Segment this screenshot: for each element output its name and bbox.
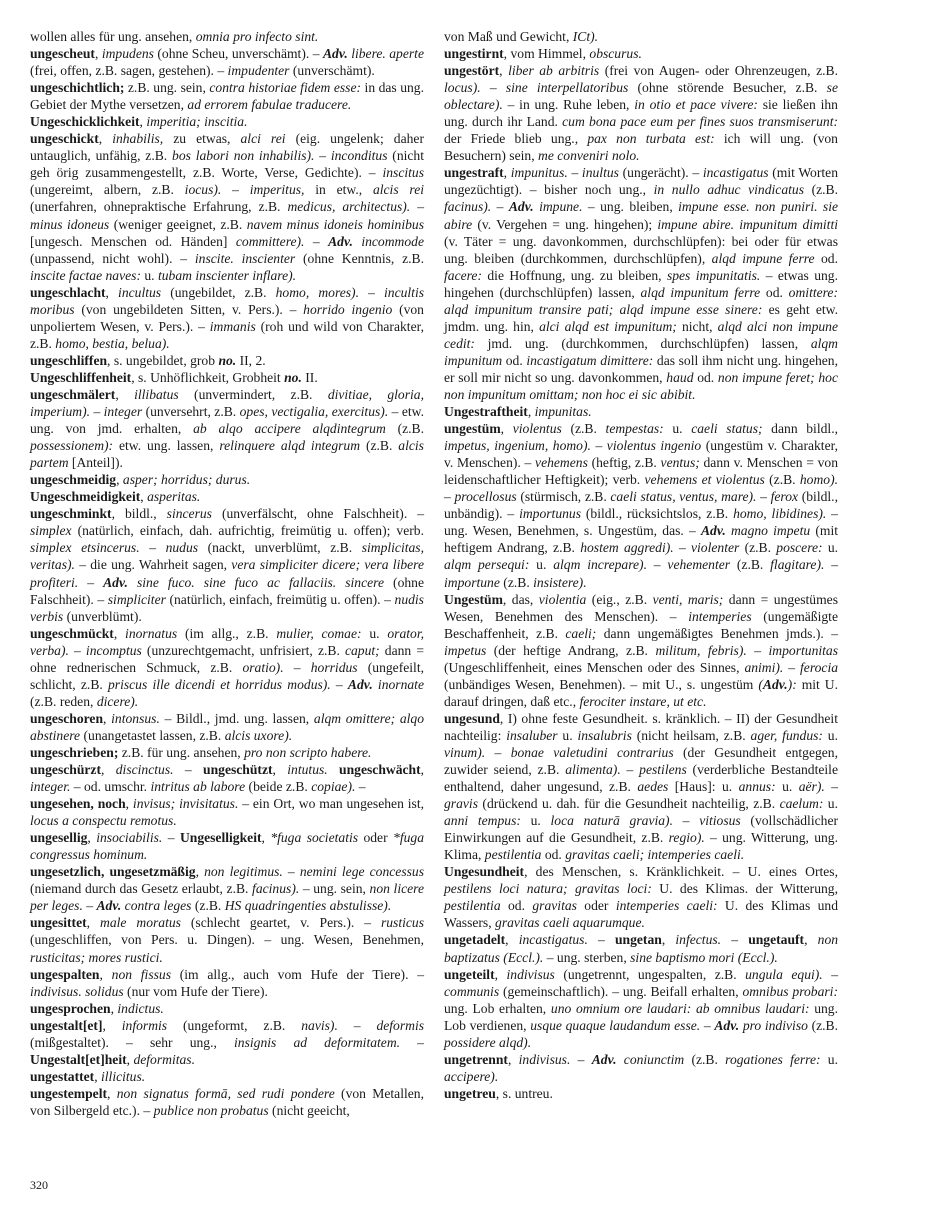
dictionary-entry: ungesellig, insociabilis. – Ungeselligkeit, *fuga societatis oder *fuga congressus hominum. [30,830,424,863]
dictionary-entry: ungestört, liber ab arbitris (frei von Augen- oder Ohrenzeugen, z.B. locus). – sine interpellatoribus (ohne störende Besucher, z.B. se oblectare). – in ung. Ruhe leben, in otio et pace vivere: sie ließen ihn ung. durch ihr Land. cum bona pace eum per fines suos transmiserunt: der Friede blieb ung., pax non turbata est: ich will ung. (von Besuchern) sein, me conveniri nolo. [444,63,839,164]
dictionary-entry: ungeschmückt, inornatus (im allg., z.B. mulier, comae: u. orator, verba). – incomptus (unzurechtgemacht, unfrisiert, z.B. caput; dann = ohne rednerischen Schmuck, z.B. oratio). – horridus (ungefeilt, schlicht, z.B. priscus ille dicendi et horridus modus). – Adv. inornate (z.B. reden, dicere). [30,625,425,709]
dictionary-entry: Ungestüm, das, violentia (eig., z.B. venti, maris; dann = ungestümes Wesen, Benehmen des Menschen). – intemperies (ungemäßigte Beschaffenheit, z.B. caeli; dann ungemäßigtes Benehmen jmds.). – impetus (der heftige Andrang, z.B. militum, febris). – importunitas (Ungeschliffenheit, eines Menschen oder des Sinnes, animi). – ferocia (unbändiges Wesen, Benehmen). – mit U., s. ungestüm (Adv.): mit U. darauf dringen, daß etc., ferociter instare, ut etc. [444,591,839,709]
dictionary-entry: ungespalten, non fissus (im allg., auch vom Hufe der Tiere). – indivisus. solidus (nur vom Hufe der Tiere). [30,966,425,999]
dictionary-page [30,28,900,1178]
dictionary-entry: ungeschminkt, bildl., sincerus (unverfälscht, ohne Falschheit). – simplex (natürlich, einfach, dah. aufrichtig, freimütig u. offen); verb. simplex etsincerus. – nudus (nackt, unverblümt, z.B. simplicitas, veritas). – die ung. Wahrheit sagen, vera simpliciter dicere; vera libere profiteri. – Adv. sine fuco. sine fuco ac fallaciis. sincere (ohne Falschheit). – simpliciter (natürlich, einfach, freimütig u. offen). – nudis verbis (unverblümt). [30,506,424,624]
dictionary-entry: Ungeschmeidigkeit, asperitas. [30,489,201,505]
dictionary-entry: ungestempelt, non signatus formā, sed rudi pondere (von Metallen, von Silbergeld etc.). – publice non probatus (nicht geeicht, [30,1085,424,1118]
dictionary-entry: ungestraft, impunitus. – inultus (ungerächt). – incastigatus (mit Worten ungezüchtigt). – bisher noch ung., in nullo adhuc vindicatus (z.B. facinus). – Adv. impune. – ung. bleiben, impune esse. non puniri. sie abire (v. Vergehen = ung. hingehen); impune abire. impunitum dimitti (v. Täter = ung. davonkommen, durchschlüpfen): bei oder für etwas ung. bleiben (durchkommen, durchschlüpfen), alqd impune ferre od. facere: die Hoffnung, ung. zu bleiben, spes impunitatis. – etwas ung. hingehen (durchschlüpfen) lassen, alqd impunitum ferre od. omittere: alqd impunitum transire pati; alqd impune esse sinere: es geht etw. jmdm. ung. hin, alci alqd est impunitum; nicht, alqd alci non impune cedit: jmd. ung. (durchkommen, durchschlüpfen) lassen, alqm impunitum od. incastigatum dimittere: das soll ihm nicht ung. hingehen, er soll mir nicht so ung. davonkommen, haud od. non impune feret; hoc non impunitum omittam; non hoc ei sic abibit. [444,165,839,402]
dictionary-entry: ungeschlacht, incultus (ungebildet, z.B. homo, mores). – incultis moribus (von ungebildeten Sitten, v. Pers.). – horrido ingenio (von unpoliertem Wesen, v. Pers.). – immanis (roh und wild von Charakter, z.B. homo, bestia, belua). [30,284,425,351]
dictionary-entry: ungeschmälert, illibatus (unvermindert, z.B. divitiae, gloria, imperium). – integer (unversehrt, z.B. opes, vectigalia, exercitus). – etw. ung. von jmd. erhalten, ab alqo accipere alqdintegrum (z.B. possessionem): etw. ung. lassen, relinquere alqd integrum (z.B. alcis partem [Anteil]). [30,386,425,471]
dictionary-entry: ungeteilt, indivisus (ungetrennt, ungespalten, z.B. ungula equi). – communis (gemeinschaftlich). – ung. Beifall erhalten, omnibus probari: ung. Lob erhalten, uno omnium ore laudari: ab omnibus laudari: ung. Lob verdienen, usque quaque laudandum esse. – Adv. pro indiviso (z.B. possidere alqd). [444,966,838,1050]
dictionary-entry: ungetadelt, incastigatus. – ungetan, infectus. – ungetauft, non baptizatus (Eccl.). – ung. sterben, sine baptismo mori (Eccl.). [444,932,839,965]
dictionary-entry: ungesetzlich, ungesetzmäßig, non legitimus. – nemini lege concessus (niemand durch das Gesetz erlaubt, z.B. facinus). – ung. sein, non licere per leges. – Adv. contra leges (z.B. HS quadringenties abstulisse). [30,864,425,914]
dictionary-entry: ungetreu, s. untreu. [444,1085,553,1101]
right-column [444,28,838,1102]
page-number: 320 [30,1178,48,1192]
dictionary-entry: Ungesundheit, des Menschen, s. Kränklichkeit. – U. eines Ortes, pestilens loci natura; gravitas loci: U. des Klimas. der Witterung, pestilentia od. gravitas oder intemperies caeli: U. des Klimas und Wassers, gravitas caeli aquarumque. [444,864,839,931]
dictionary-entry: ungescheut, impudens (ohne Scheu, unverschämt). – Adv. libere. aperte (frei, offen, z.B. sagen, gestehen). – impudenter (unverschämt). [30,46,424,79]
dictionary-entry: ungesittet, male moratus (schlecht geartet, v. Pers.). – rusticus (ungeschliffen, von Pers. u. Dingen). – ung. Wesen, Benehmen, rusticitas; mores rustici. [30,915,425,965]
dictionary-entry: ungestalt[et], informis (ungeformt, z.B. navis). – deformis (mißgestaltet). – sehr ung., insignis ad deformitatem. – Ungestalt[et]heit, deformitas. [30,1017,425,1067]
dictionary-entry: ungesprochen, indictus. [30,1000,164,1016]
dictionary-entry: Ungeschliffenheit, s. Unhöflichkeit, Grobheit no. II. [30,369,318,385]
dictionary-entry: ungeschoren, intonsus. – Bildl., jmd. ung. lassen, alqm omittere; alqo abstinere (unangetastet lassen, z.B. alcis uxore). [30,710,425,743]
dictionary-entry: ungeschürzt, discinctus. – ungeschützt, intutus. ungeschwächt, integer. – od. umschr. intritus ab labore (beide z.B. copiae). – [30,762,425,795]
dictionary-entry: ungesund, I) ohne feste Gesundheit. s. kränklich. – II) der Gesundheit nachteilig: insaluber u. insalubris (nicht heilsam, z.B. ager, fundus: u. vinum). – bonae valetudini contrarius (der Gesundheit entgegen, zuwider seiend, z.B. alimenta). – pestilens (verderbliche Bestandteile enthaltend, daher ungesund, z.B. aedes [Haus]: u. annus: u. aër). – gravis (drückend u. dah. für die Gesundheit nachteilig, z.B. caelum: u. anni tempus: u. loca naturā gravia). – vitiosus (vollschädlicher Einwirkungen auf die Gesundheit, z.B. regio). – ung. Witterung, ung. Klima, pestilentia od. gravitas caeli; intemperies caeli. [444,710,839,863]
dictionary-entry: ungestüm, violentus (z.B. tempestas: u. caeli status; dann bildl., impetus, ingenium, homo). – violentus ingenio (ungestüm v. Charakter, v. Menschen). – vehemens (heftig, z.B. ventus; dann v. Menschen = von leidenschaftlicher Heftigkeit); verb. vehemens et violentus (z.B. homo). – procellosus (stürmisch, z.B. caeli status, ventus, mare). – ferox (bildl., unbändig). – importunus (bildl., rücksichtslos, z.B. homo, libidines). – ung. Wesen, Benehmen, s. Ungestüm, das. – Adv. magno impetu (mit heftigem Andrang, z.B. hostem aggredi). – violenter (z.B. poscere: u. alqm persequi: u. alqm increpare). – vehementer (z.B. flagitare). – importune (z.B. insistere). [444,421,839,590]
left-column [30,28,424,1119]
dictionary-entry: ungeschmeidig, asper; horridus; durus. [30,472,251,488]
dictionary-entry: ungeschliffen, s. ungebildet, grob no. II, 2. [30,352,266,368]
dictionary-entry: ungestirnt, vom Himmel, obscurus. [444,46,642,62]
dictionary-entry: ungeschrieben; z.B. für ung. ansehen, pro non scripto habere. [30,744,372,760]
dictionary-entry: von Maß und Gewicht, ICt). [444,29,599,44]
dictionary-entry: Ungestraftheit, impunitas. [444,404,592,420]
dictionary-entry: ungeschichtlich; z.B. ung. sein, contra historiae fidem esse: in das ung. Gebiet der Mythe versetzen, ad errorem fabulae traducere. [30,80,425,113]
dictionary-entry: Ungeschicklichkeit, imperitia; inscitia. [30,114,248,130]
dictionary-entry: ungestattet, illicitus. [30,1068,146,1084]
dictionary-entry: ungesehen, noch, invisus; invisitatus. – ein Ort, wo man ungesehen ist, locus a conspectu remotus. [30,796,424,829]
dictionary-entry: wollen alles für ung. ansehen, omnia pro infecto sint. [30,29,319,44]
dictionary-entry: ungetrennt, indivisus. – Adv. coniunctim (z.B. rogationes ferre: u. accipere). [444,1051,838,1084]
dictionary-entry: ungeschickt, inhabilis, zu etwas, alci rei (eig. ungelenk; daher untauglich, unfähig, z.B. bos labori non inhabilis). – inconditus (nicht geh örig zusammengestellt, z.B. Worte, Verse, Gedichte). – inscitus (ungereimt, albern, z.B. iocus). – imperitus, in etw., alcis rei (unerfahren, ohnepraktische Erfahrung, z.B. medicus, architectus). – minus idoneus (weniger geeignet, z.B. navem minus idoneis hominibus [ungesch. Menschen od. Händen] committere). – Adv. incommode (unpassend, nicht wohl). – inscite. inscienter (ohne Kenntnis, z.B. inscite factae naves: u. tubam inscienter inflare). [30,131,425,283]
